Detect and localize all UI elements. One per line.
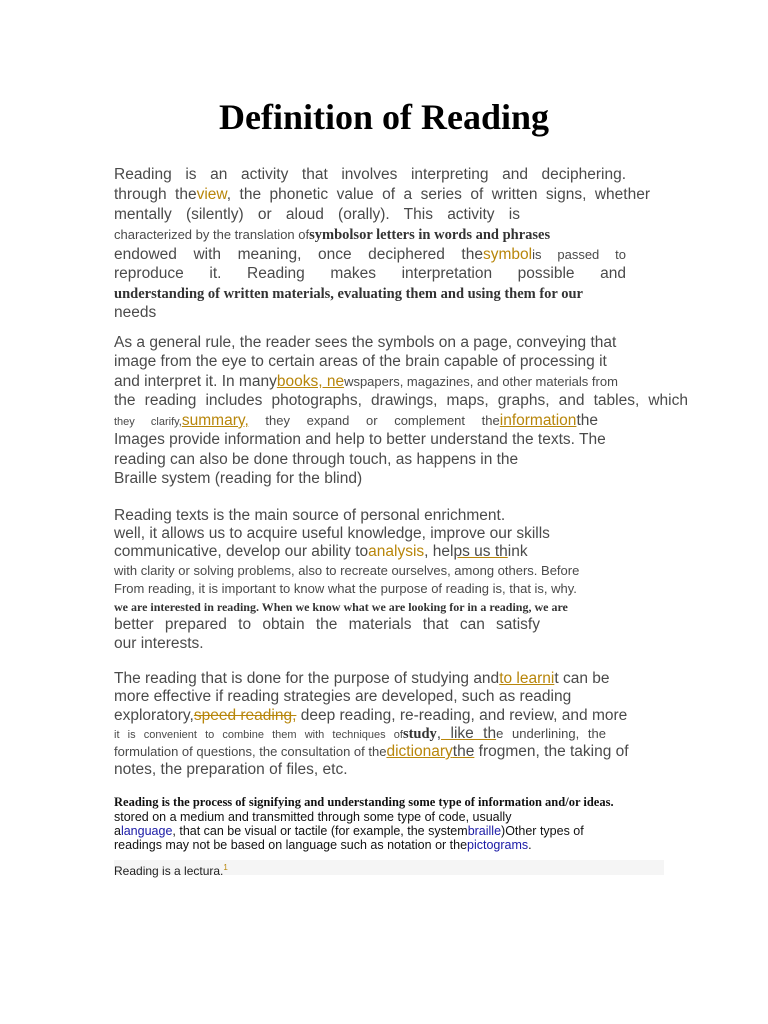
p1-line-7: understanding of written materials, evaluating them and using them for our <box>114 286 583 302</box>
link-study[interactable]: study <box>402 726 437 742</box>
p3-line-2: well, it allows us to acquire useful knowledge, improve our skills <box>114 525 550 542</box>
p2-line-4: the reading includes photographs, drawings, maps, graphs, and tables, which <box>114 392 688 409</box>
p2-line-8: Braille system (reading for the blind) <box>114 470 363 487</box>
p2-line-1: As a general rule, the reader sees the symbols on a page, conveying that <box>114 334 617 351</box>
p3-line-5: From reading, it is important to know what the purpose of reading is, that is, why. <box>114 581 577 596</box>
link-speed-reading[interactable]: speed reading, <box>193 707 297 724</box>
p2-line-6: Images provide information and help to better understand the texts. The <box>114 431 606 448</box>
p4-line-3: exploratory,speed reading, deep reading, re-reading, and review, and more <box>114 707 628 724</box>
p3-line-1: Reading texts is the main source of personal enrichment. <box>114 507 506 524</box>
link-dictionary[interactable]: dictionary <box>386 743 453 760</box>
link-pictograms[interactable]: pictograms <box>467 838 529 852</box>
p4-line-1: The reading that is done for the purpose of studying andto learnit can be <box>114 670 610 687</box>
p3-line-8: our interests. <box>114 635 204 652</box>
p1-line-5: endowed with meaning, once deciphered thesymbolis passed to <box>114 246 627 263</box>
link-books[interactable]: books, ne <box>276 373 345 390</box>
footnote: Reading is a lectura.$^1$ <box>114 860 664 875</box>
p1-line-2: through theview, the phonetic value of a series of written signs, whether <box>114 186 650 203</box>
p5-line-2: stored on a medium and transmitted through some type of code, usually <box>114 810 512 824</box>
p1-line-4: characterized by the translation ofsymbolsor letters in words and phrases <box>114 227 551 243</box>
link-view[interactable]: view <box>196 186 227 203</box>
p4-line-5: formulation of questions, the consultation of thedictionarythe frogmen, the taking of <box>114 743 629 760</box>
p2-line-7: reading can also be done through touch, as happens in the <box>114 451 519 468</box>
p3-line-7: better prepared to obtain the materials that can satisfy <box>114 616 540 633</box>
p4-line-4: it is convenient to combine them with techniques ofstudy, like the underlining, the <box>114 725 606 742</box>
link-symbol[interactable]: symbol <box>482 246 533 263</box>
link-symbols[interactable]: symbols <box>309 227 360 243</box>
p2-line-5: they clarify,summary, they expand or complement theinformationthe <box>114 412 598 429</box>
p5-line-4: readings may not be based on language such as notation or thepictograms. <box>114 838 532 852</box>
p5-line-1: Reading is the process of signifying and understanding some type of information and/or ideas. <box>114 795 614 809</box>
link-to-learn[interactable]: to learni <box>499 670 555 687</box>
p2-line-3: and interpret it. In manybooks, newspapers, magazines, and other materials from <box>114 373 618 390</box>
p2-line-2: image from the eye to certain areas of the brain capable of processing it <box>114 353 607 370</box>
p4-line-2: more effective if reading strategies are developed, such as reading <box>114 688 572 705</box>
p4-line-6: notes, the preparation of files, etc. <box>114 761 348 778</box>
link-analysis[interactable]: analysis <box>368 543 425 560</box>
p1-line-1: Reading is an activity that involves interpreting and deciphering. <box>114 166 626 183</box>
page-title: Definition of Reading <box>218 97 549 137</box>
link-summary[interactable]: summary, <box>181 412 249 429</box>
link-information[interactable]: information <box>499 412 577 429</box>
p1-line-3: mentally (silently) or aloud (orally). This activity is <box>114 206 520 223</box>
p5-line-3: alanguage, that can be visual or tactile (for example, the systembraille)Other types of <box>114 824 584 838</box>
p3-line-3: communicative, develop our ability toanalysis, helps us think <box>114 543 528 560</box>
link-language[interactable]: language <box>120 824 173 838</box>
p1-line-6: reproduce it. Reading makes interpretation possible and <box>114 265 626 282</box>
link-braille[interactable]: braille <box>467 824 502 838</box>
footnote-ref[interactable]: 1 <box>223 863 228 872</box>
p1-line-8: needs <box>114 304 157 321</box>
p3-line-6: we are interested in reading. When we know what we are looking for in a reading, we are <box>114 600 568 614</box>
p3-line-4: with clarity or solving problems, also to recreate ourselves, among others. Before <box>114 563 580 578</box>
